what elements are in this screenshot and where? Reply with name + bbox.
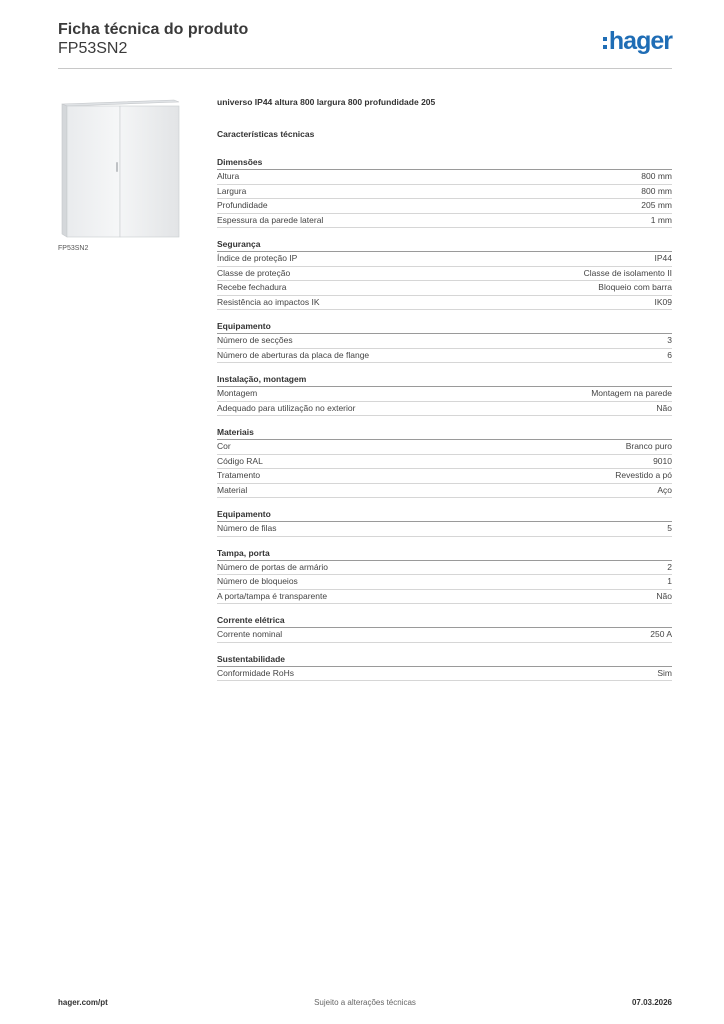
spec-row bbox=[217, 469, 672, 484]
spec-section bbox=[217, 508, 672, 537]
spec-value: Aço bbox=[657, 484, 672, 495]
spec-value: Bloqueio com barra bbox=[598, 282, 672, 292]
logo-text: hager bbox=[608, 27, 672, 55]
spec-row bbox=[217, 296, 672, 311]
product-image bbox=[58, 96, 180, 238]
section-title: Dimensões bbox=[217, 156, 672, 170]
footer-date: 07.03.2026 bbox=[631, 998, 672, 1007]
spec-row bbox=[217, 522, 672, 537]
section-title: Segurança bbox=[217, 238, 672, 252]
spec-row bbox=[217, 199, 672, 214]
spec-label: Classe de proteção bbox=[217, 267, 291, 278]
spec-value: 1 mm bbox=[650, 214, 672, 225]
spec-label: A porta/tampa é transparente bbox=[217, 590, 328, 601]
image-caption: FP53SN2 bbox=[58, 245, 89, 252]
spec-label: Código RAL bbox=[217, 455, 263, 466]
spec-row bbox=[217, 281, 672, 296]
section-title: Corrente elétrica bbox=[217, 614, 672, 628]
spec-value: 5 bbox=[667, 523, 672, 533]
spec-value: Classe de isolamento II bbox=[583, 267, 672, 278]
spec-value: 2 bbox=[667, 561, 672, 572]
section-title: Equipamento bbox=[217, 508, 672, 522]
spec-value: 205 mm bbox=[641, 200, 672, 210]
spec-label: Número de bloqueios bbox=[217, 576, 298, 586]
spec-row bbox=[217, 484, 672, 499]
spec-label: Corrente nominal bbox=[217, 629, 283, 639]
spec-row bbox=[217, 440, 672, 455]
spec-label: Resistência ao impactos IK bbox=[217, 296, 320, 307]
header-divider bbox=[58, 68, 672, 69]
spec-label: Material bbox=[217, 484, 248, 495]
spec-label: Largura bbox=[217, 185, 247, 196]
section-title: Equipamento bbox=[217, 320, 672, 334]
spec-section bbox=[217, 547, 672, 605]
spec-row bbox=[217, 628, 672, 643]
spec-row bbox=[217, 402, 672, 417]
spec-section bbox=[217, 238, 672, 310]
spec-row bbox=[217, 349, 672, 364]
spec-label: Recebe fechadura bbox=[217, 282, 287, 292]
spec-label: Tratamento bbox=[217, 470, 261, 480]
spec-label: Espessura da parede lateral bbox=[217, 214, 324, 225]
spec-value: 3 bbox=[667, 335, 672, 345]
spec-sections bbox=[217, 156, 672, 681]
section-title: Tampa, porta bbox=[217, 547, 672, 561]
spec-section bbox=[217, 156, 672, 228]
spec-content bbox=[217, 96, 672, 691]
spec-label: Número de filas bbox=[217, 523, 277, 533]
spec-row bbox=[217, 334, 672, 349]
spec-value: 800 mm bbox=[641, 185, 672, 196]
section-title: Sustentabilidade bbox=[217, 653, 672, 667]
spec-section bbox=[217, 426, 672, 498]
spec-value: Sim bbox=[657, 667, 672, 678]
spec-row bbox=[217, 214, 672, 229]
footer-website: hager.com/pt bbox=[58, 998, 108, 1007]
page-header bbox=[58, 20, 672, 58]
page-title: Ficha técnica do produto bbox=[58, 21, 249, 38]
spec-label: Profundidade bbox=[217, 200, 268, 210]
logo-dots-icon bbox=[603, 37, 607, 49]
product-description: universo IP44 altura 800 largura 800 profundidade 205 bbox=[217, 97, 436, 107]
spec-row bbox=[217, 185, 672, 200]
spec-label: Montagem bbox=[217, 388, 258, 398]
spec-row bbox=[217, 561, 672, 576]
spec-row bbox=[217, 252, 672, 267]
footer-disclaimer: Sujeito a alterações técnicas bbox=[314, 998, 416, 1007]
spec-label: Conformidade RoHs bbox=[217, 667, 295, 678]
section-title: Materiais bbox=[217, 426, 672, 440]
spec-value: IP44 bbox=[654, 253, 672, 263]
spec-label: Número de aberturas da placa de flange bbox=[217, 349, 370, 360]
spec-value: 1 bbox=[667, 576, 672, 586]
spec-row bbox=[217, 590, 672, 605]
spec-label: Adequado para utilização no exterior bbox=[217, 402, 356, 413]
spec-value: Montagem na parede bbox=[591, 388, 672, 398]
spec-value: Revestido a pó bbox=[615, 470, 672, 480]
spec-value: IK09 bbox=[654, 296, 672, 307]
spec-section bbox=[217, 614, 672, 643]
spec-row bbox=[217, 267, 672, 282]
spec-label: Número de secções bbox=[217, 335, 293, 345]
spec-value: 6 bbox=[667, 349, 672, 360]
spec-label: Índice de proteção IP bbox=[217, 253, 298, 263]
spec-value: 9010 bbox=[653, 455, 672, 466]
spec-value: 250 A bbox=[650, 629, 672, 639]
spec-value: Não bbox=[656, 402, 672, 413]
hager-logo bbox=[603, 28, 672, 54]
section-title: Instalação, montagem bbox=[217, 373, 672, 387]
spec-value: Não bbox=[656, 590, 672, 601]
spec-row bbox=[217, 455, 672, 470]
spec-value: 800 mm bbox=[641, 171, 672, 181]
spec-section bbox=[217, 373, 672, 416]
spec-label: Altura bbox=[217, 171, 240, 181]
spec-value: Branco puro bbox=[625, 441, 672, 451]
spec-row bbox=[217, 170, 672, 185]
spec-row bbox=[217, 387, 672, 402]
spec-label: Número de portas de armário bbox=[217, 561, 329, 572]
spec-label: Cor bbox=[217, 441, 231, 451]
spec-row bbox=[217, 575, 672, 590]
spec-section bbox=[217, 653, 672, 682]
spec-section bbox=[217, 320, 672, 363]
product-code: FP53SN2 bbox=[58, 40, 128, 57]
spec-row bbox=[217, 667, 672, 682]
technical-heading: Características técnicas bbox=[217, 129, 315, 139]
